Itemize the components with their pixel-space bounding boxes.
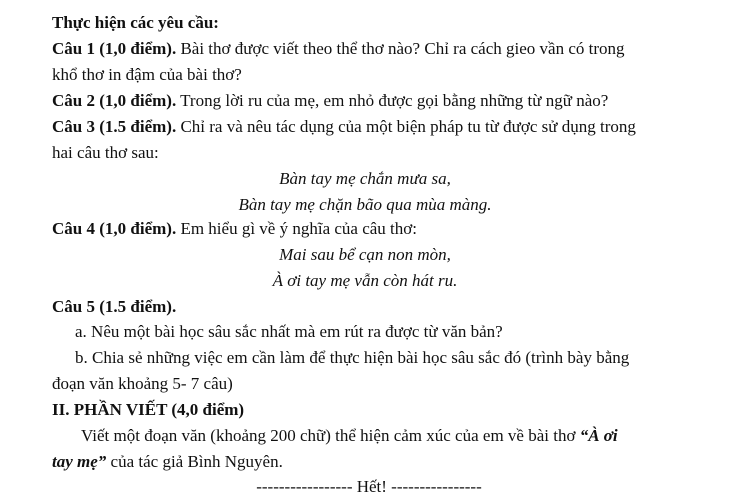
section-heading: Thực hiện các yêu cầu:	[52, 13, 219, 32]
question-3-line-1	[52, 117, 636, 139]
question-1-label: Câu 1 (1,0 điểm).	[52, 39, 177, 58]
question-4-poem-line-2: À ơi tay mẹ vẫn còn hát ru.	[272, 271, 458, 290]
section-2-text-b: của tác giả Bình Nguyên.	[106, 452, 283, 471]
question-3-poem-line-2: Bàn tay mẹ chặn bão qua mùa màng.	[238, 195, 492, 214]
section-2-text-line-2	[52, 452, 283, 474]
question-3-line-2: hai câu thơ sau:	[52, 143, 159, 162]
question-4-poem-line-1: Mai sau bể cạn non mòn,	[279, 245, 451, 264]
question-2-label: Câu 2 (1,0 điểm).	[52, 91, 177, 110]
question-5-item-b-line-2: đoạn văn khoảng 5- 7 câu)	[52, 374, 233, 393]
question-3-text: Chỉ ra và nêu tác dụng của một biện pháp tu từ được sử dụng trong	[176, 117, 636, 136]
section-2-poem-title-b: tay mẹ”	[52, 452, 107, 471]
question-4-text: Em hiểu gì về ý nghĩa của câu thơ:	[176, 219, 417, 238]
question-4-label: Câu 4 (1,0 điểm).	[52, 219, 177, 238]
question-3-label: Câu 3 (1.5 điểm).	[52, 117, 177, 136]
section-2-text-a: Viết một đoạn văn (khoảng 200 chữ) thể hiện cảm xúc của em về bài thơ	[81, 426, 580, 445]
end-marker: ----------------- Hết! ----------------	[256, 477, 482, 496]
question-4-line	[52, 219, 417, 241]
question-5-item-b-line-1: b. Chia sẻ những việc em cần làm để thực hiện bài học sâu sắc đó (trình bày bằng	[75, 348, 630, 367]
question-1-line-1	[52, 39, 625, 61]
question-2-line	[52, 91, 608, 113]
question-2-text: Trong lời ru của mẹ, em nhỏ được gọi bằng những từ ngữ nào?	[176, 91, 609, 110]
question-3-poem-line-1: Bàn tay mẹ chắn mưa sa,	[279, 169, 451, 188]
section-2-text-line-1	[81, 426, 618, 448]
question-5-item-a: a. Nêu một bài học sâu sắc nhất mà em rút ra được từ văn bản?	[75, 322, 503, 341]
section-2-title: II. PHẦN VIẾT (4,0 điểm)	[52, 400, 245, 419]
question-5-label: Câu 5 (1.5 điểm).	[52, 297, 177, 316]
section-2-poem-title-a: “À ơi	[579, 426, 618, 445]
question-1-text: Bài thơ được viết theo thể thơ nào? Chỉ ra cách gieo vần có trong	[176, 39, 625, 58]
question-1-line-2: khổ thơ in đậm của bài thơ?	[52, 65, 242, 84]
